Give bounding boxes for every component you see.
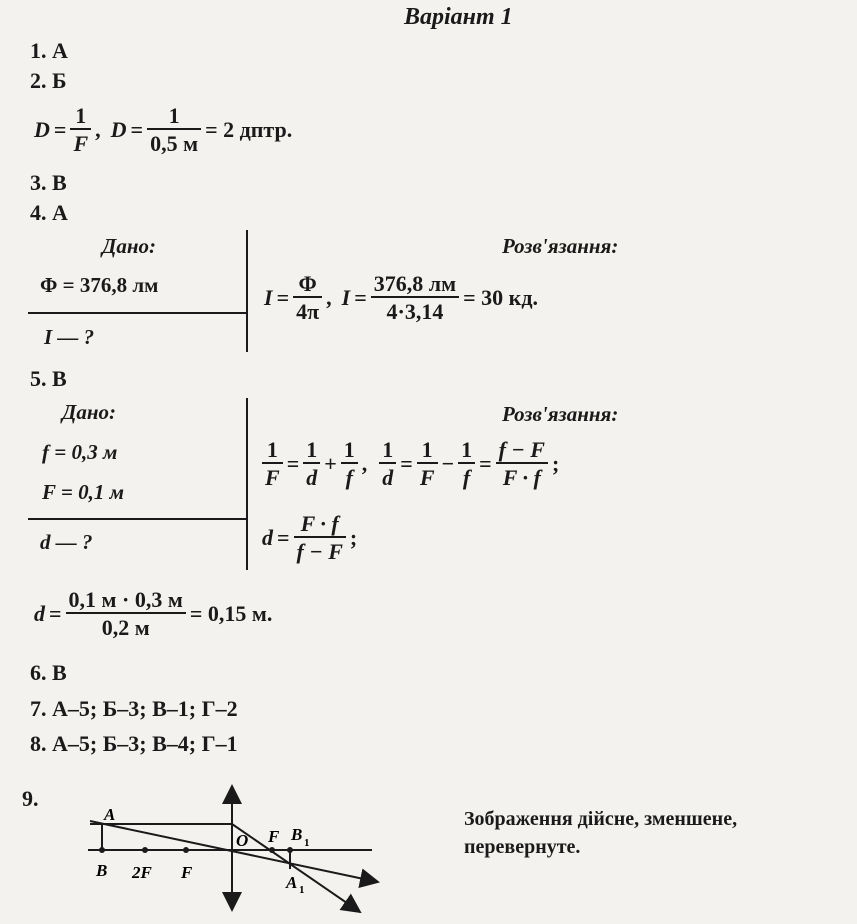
denominator: d <box>303 462 320 489</box>
task5-lens-formula <box>260 438 561 489</box>
point-2F <box>142 847 148 853</box>
task5-find: d — ? <box>40 530 93 554</box>
fraction-1-over-F <box>262 438 283 489</box>
result: = 0,15 м. <box>189 600 273 626</box>
var-D: D <box>34 116 50 142</box>
fraction-1-over-d <box>303 438 320 489</box>
equals: = <box>479 450 492 476</box>
label-A: A <box>104 805 116 824</box>
point-F-left <box>183 847 189 853</box>
equals: = <box>130 116 144 142</box>
var-D: D <box>110 116 127 142</box>
fraction-1-over-F <box>417 438 438 489</box>
fraction-f-minus-F-over-F-f <box>496 438 548 489</box>
lens-ray-diagram <box>0 770 400 920</box>
denominator: d <box>379 462 396 489</box>
equals: = <box>53 116 67 142</box>
numerator: F · f <box>300 511 339 536</box>
fraction-numeric <box>371 272 459 323</box>
comma: , <box>361 450 368 476</box>
task5-solution-label: Розв'язання: <box>502 402 619 426</box>
fraction-1-over-F <box>70 104 91 155</box>
denominator: 4π <box>293 296 322 323</box>
fraction-1-over-f <box>458 438 475 489</box>
task4-given-flux: Φ = 376,8 лм <box>40 273 159 297</box>
numerator: 0,1 м · 0,3 м <box>68 587 183 612</box>
denominator: F <box>262 462 283 489</box>
task4-find: I — ? <box>44 325 95 349</box>
task5-given-f: f = 0,3 м <box>42 440 118 464</box>
answer-4: 4. А <box>30 200 68 225</box>
page-title: Варіант 1 <box>404 4 513 30</box>
task5-given-label: Дано: <box>62 400 116 424</box>
equals: = <box>49 600 62 626</box>
numerator: Φ <box>298 271 317 296</box>
denominator: F <box>417 462 438 489</box>
fraction-Ff-over-f-minus-F <box>294 512 346 563</box>
var-I: I <box>264 284 273 310</box>
label-B1: B <box>291 825 303 844</box>
var-I: I <box>341 284 351 310</box>
numerator: 1 <box>421 437 433 462</box>
equals: = <box>276 284 290 310</box>
fraction-1-over-0-5m <box>147 104 201 155</box>
label-2F: 2F <box>132 863 152 882</box>
result: = 2 дптр. <box>205 116 293 142</box>
label-F-right: F <box>268 827 280 846</box>
answer-8: 8. А–5; Б–3; В–4; Г–1 <box>30 731 238 756</box>
task2-formula <box>32 104 294 155</box>
numerator: 1 <box>168 103 180 128</box>
label-F-left: F <box>181 863 193 882</box>
answer-3: 3. В <box>30 170 67 195</box>
fraction-1-over-d <box>379 438 396 489</box>
numerator: 1 <box>306 437 318 462</box>
result: = 30 кд. <box>463 284 538 310</box>
numerator: f − F <box>498 437 545 462</box>
comma: , <box>326 284 332 310</box>
fraction-final <box>66 588 186 639</box>
var-d: d <box>34 600 45 626</box>
task5-final-formula <box>32 588 274 639</box>
label-B1-subscript: 1 <box>304 837 310 849</box>
label-A1-subscript: 1 <box>299 884 305 896</box>
denominator: F · f <box>496 462 548 489</box>
numerator: 1 <box>461 437 473 462</box>
task4-solution-label: Розв'язання: <box>502 234 619 258</box>
task9-description-line2: перевернуте. <box>464 836 581 858</box>
denominator: F <box>70 128 91 155</box>
task5-divider-horizontal <box>28 518 248 520</box>
numerator: 1 <box>266 437 278 462</box>
denominator: f <box>458 462 475 489</box>
numerator: 1 <box>382 437 394 462</box>
denominator: f <box>341 462 358 489</box>
answer-2: 2. Б <box>30 68 67 93</box>
point-B1 <box>287 847 293 853</box>
var-d: d <box>262 524 273 550</box>
numerator: 1 <box>75 103 87 128</box>
denominator: f − F <box>294 536 346 563</box>
denominator: 4·3,14 <box>371 296 459 323</box>
label-B: B <box>96 861 108 880</box>
comma: , <box>95 116 101 142</box>
fraction-1-over-f <box>341 438 358 489</box>
semicolon: ; <box>349 524 358 550</box>
task9-description-line1: Зображення дійсне, зменшене, <box>464 808 738 830</box>
answer-9: 9. <box>22 786 39 811</box>
equals: = <box>400 450 413 476</box>
label-A1: A <box>286 873 298 892</box>
numerator: 1 <box>343 437 355 462</box>
numerator: 376,8 лм <box>373 271 457 296</box>
answer-7: 7. А–5; Б–3; В–1; Г–2 <box>30 696 238 721</box>
equals: = <box>354 284 367 310</box>
task5-d-formula <box>260 512 359 563</box>
task5-divider-vertical <box>246 398 248 570</box>
fraction-phi-over-4pi <box>293 272 322 323</box>
equals: = <box>277 524 290 550</box>
plus: + <box>324 450 337 476</box>
label-O: O <box>236 831 249 850</box>
semicolon: ; <box>551 450 560 476</box>
point-F-right <box>269 847 275 853</box>
answer-5: 5. В <box>30 366 67 391</box>
answer-6: 6. В <box>30 660 67 685</box>
task4-divider-horizontal <box>28 312 248 314</box>
minus: − <box>441 450 455 476</box>
task5-given-F: F = 0,1 м <box>42 480 124 504</box>
denominator: 0,5 м <box>147 128 201 155</box>
task4-formula <box>262 272 540 323</box>
answer-1: 1. А <box>30 38 68 63</box>
denominator: 0,2 м <box>66 612 186 639</box>
equals: = <box>286 450 300 476</box>
task4-divider-vertical <box>246 230 248 352</box>
task4-given-label: Дано: <box>102 234 156 258</box>
point-B <box>99 847 105 853</box>
